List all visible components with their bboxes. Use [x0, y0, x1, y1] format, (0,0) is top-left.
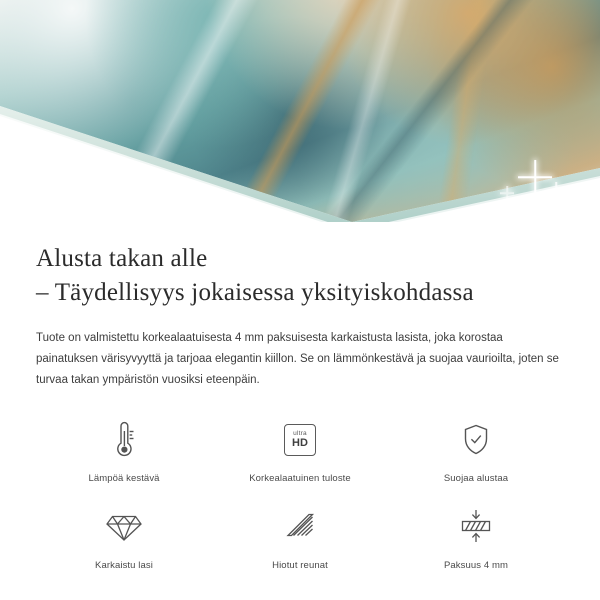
feature-grid	[36, 417, 564, 571]
content-area	[0, 242, 600, 571]
headline-line-2: – Täydellisyys jokaisessa yksityiskohdassa	[36, 279, 474, 306]
shield-check-icon	[459, 417, 493, 463]
ultra-hd-icon	[284, 417, 316, 463]
feature-item-protects-surface	[388, 417, 564, 484]
feature-label: Lämpöä kestävä	[88, 473, 160, 484]
feature-label: Hiotut reunat	[272, 560, 328, 571]
feature-label: Suojaa alustaa	[443, 473, 509, 484]
ultra-hd-badge-top: ultra	[293, 429, 307, 437]
feature-item-thickness	[388, 504, 564, 571]
ultra-hd-badge-bottom: HD	[292, 437, 308, 450]
feature-label: Korkealaatuinen tuloste	[249, 473, 351, 484]
feature-label: Karkaistu lasi	[95, 560, 153, 571]
page-title	[36, 242, 564, 310]
feature-item-polished-edges	[212, 504, 388, 571]
description-paragraph: Tuote on valmistettu korkealaatuisesta 4 mm paksuisesta karkaistusta lasista, joka korostaa painatuksen värisyvyyttä ja tarjoaa elegantin kiillon. Se on lämmönkestävä ja suojaa vaurioilta, joten se turvaa takan ympäristön vuosiksi eteenpäin.	[36, 332, 559, 386]
feature-item-high-quality-print	[212, 417, 388, 484]
diamond-icon	[104, 504, 144, 550]
polished-edges-icon	[281, 504, 319, 550]
thickness-icon	[457, 504, 495, 550]
product-hero-image	[0, 0, 600, 222]
headline-line-1: Alusta takan alle	[36, 245, 208, 272]
thermometer-icon	[107, 417, 141, 463]
feature-item-heat-resistant	[36, 417, 212, 484]
feature-item-tempered-glass	[36, 504, 212, 571]
feature-label: Paksuus 4 mm	[443, 560, 509, 571]
